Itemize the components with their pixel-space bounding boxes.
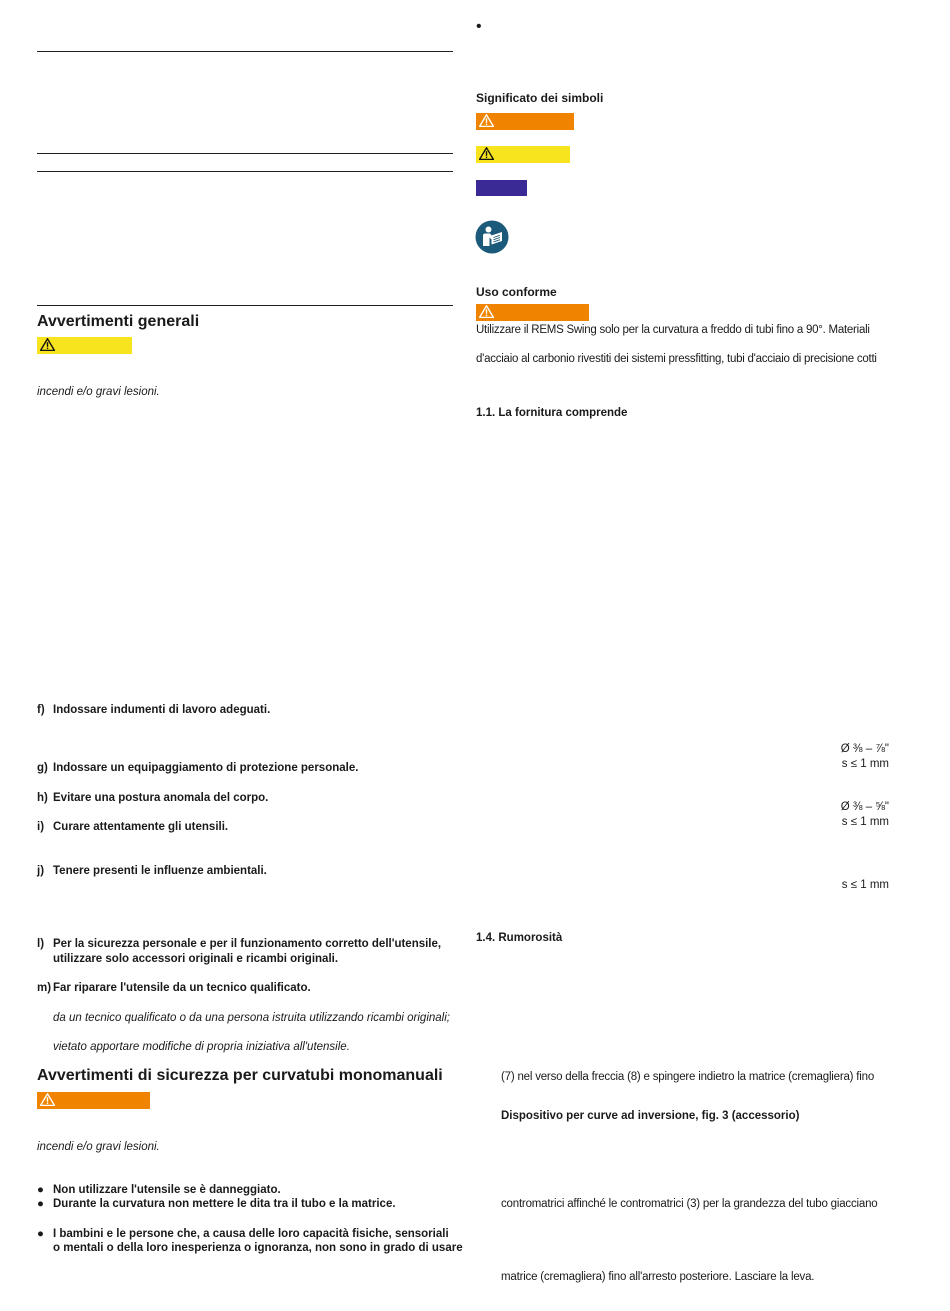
list-item: h) Evitare una postura anomala del corpo.	[37, 792, 269, 804]
list-item: i) Curare attentamente gli utensili.	[37, 821, 229, 833]
list-item: m) Far riparare l'utensile da un tecnico qualificato.	[37, 982, 311, 994]
noise-heading: 1.4. Rumorosità	[476, 932, 563, 944]
bender-warning-text: incendi e/o gravi lesioni.	[37, 1141, 160, 1153]
warning-triangle-icon	[479, 147, 494, 160]
divider	[37, 51, 453, 52]
list-item: g) Indossare un equipaggiamento di protezione personale.	[37, 762, 359, 774]
divider	[37, 153, 453, 154]
warning-badge-orange	[37, 1092, 150, 1109]
warning-triangle-icon	[40, 338, 55, 351]
warning-badge-yellow	[37, 337, 132, 354]
bullet-item: ● Non utilizzare l'utensile se è danneggiato.	[37, 1184, 281, 1196]
intended-use-text: Utilizzare il REMS Swing solo per la curvatura a freddo di tubi fino a 90°. Materiali	[476, 324, 870, 336]
spec-wall: s ≤ 1 mm	[841, 758, 889, 770]
symbol-caution-badge	[476, 146, 570, 163]
list-item: l) Per la sicurezza personale e per il funzionamento corretto dell'utensile,	[37, 938, 442, 950]
spec-diameter: Ø ⅜ – ⅝"	[840, 801, 889, 813]
bullet-item: ● Durante la curvatura non mettere le dita tra il tubo e la matrice.	[37, 1198, 396, 1210]
intended-use-warning-badge	[476, 304, 589, 321]
spec-wall: s ≤ 1 mm	[841, 879, 889, 891]
bender-safety-heading: Avvertimenti di sicurezza per curvatubi monomanuali	[37, 1067, 443, 1084]
general-warnings-heading: Avvertimenti generali	[37, 313, 200, 330]
operation-text: (7) nel verso della freccia (8) e spingere indietro la matrice (cremagliera) fino	[501, 1071, 875, 1083]
warning-triangle-icon	[479, 305, 494, 318]
spec-diameter: Ø ⅜ – ⅞"	[840, 743, 889, 755]
divider	[37, 171, 453, 172]
divider	[37, 305, 453, 306]
list-item: j) Tenere presenti le influenze ambientali.	[37, 865, 267, 877]
delivery-heading: 1.1. La fornitura comprende	[476, 407, 628, 419]
read-manual-icon	[475, 220, 509, 254]
intended-use-heading: Uso conforme	[476, 285, 557, 299]
general-warning-text: incendi e/o gravi lesioni.	[37, 386, 160, 398]
operation-text: contromatrici affinché le contromatrici (3) per la grandezza del tubo giacciano	[501, 1198, 878, 1210]
spec-wall: s ≤ 1 mm	[841, 816, 889, 828]
symbol-danger-badge	[476, 113, 574, 130]
intended-use-text: d'acciaio al carbonio rivestiti dei sistemi pressfitting, tubi d'acciaio di precisione cotti	[476, 353, 877, 365]
bullet-item: ● I bambini e le persone che, a causa delle loro capacità fisiche, sensoriali	[37, 1228, 449, 1240]
list-item: f) Indossare indumenti di lavoro adeguati.	[37, 704, 271, 716]
symbols-heading: Significato dei simboli	[476, 91, 604, 105]
bullet-item-continuation: o mentali o della loro inesperienza o ignoranza, non sono in grado di usare	[53, 1242, 463, 1254]
list-item-note: vietato apportare modifiche di propria iniziativa all'utensile.	[53, 1041, 350, 1053]
list-item-continuation: utilizzare solo accessori originali e ricambi originali.	[53, 953, 339, 965]
list-item-note: da un tecnico qualificato o da una persona istruita utilizzando ricambi originali;	[53, 1012, 450, 1024]
operation-text: matrice (cremagliera) fino all'arresto posteriore. Lasciare la leva.	[501, 1271, 815, 1283]
symbol-notice-badge	[476, 180, 527, 196]
reverse-bend-heading: Dispositivo per curve ad inversione, fig. 3 (accessorio)	[501, 1110, 800, 1122]
top-bullet: •	[476, 18, 482, 35]
warning-triangle-icon	[40, 1093, 55, 1106]
warning-triangle-icon	[479, 114, 494, 127]
